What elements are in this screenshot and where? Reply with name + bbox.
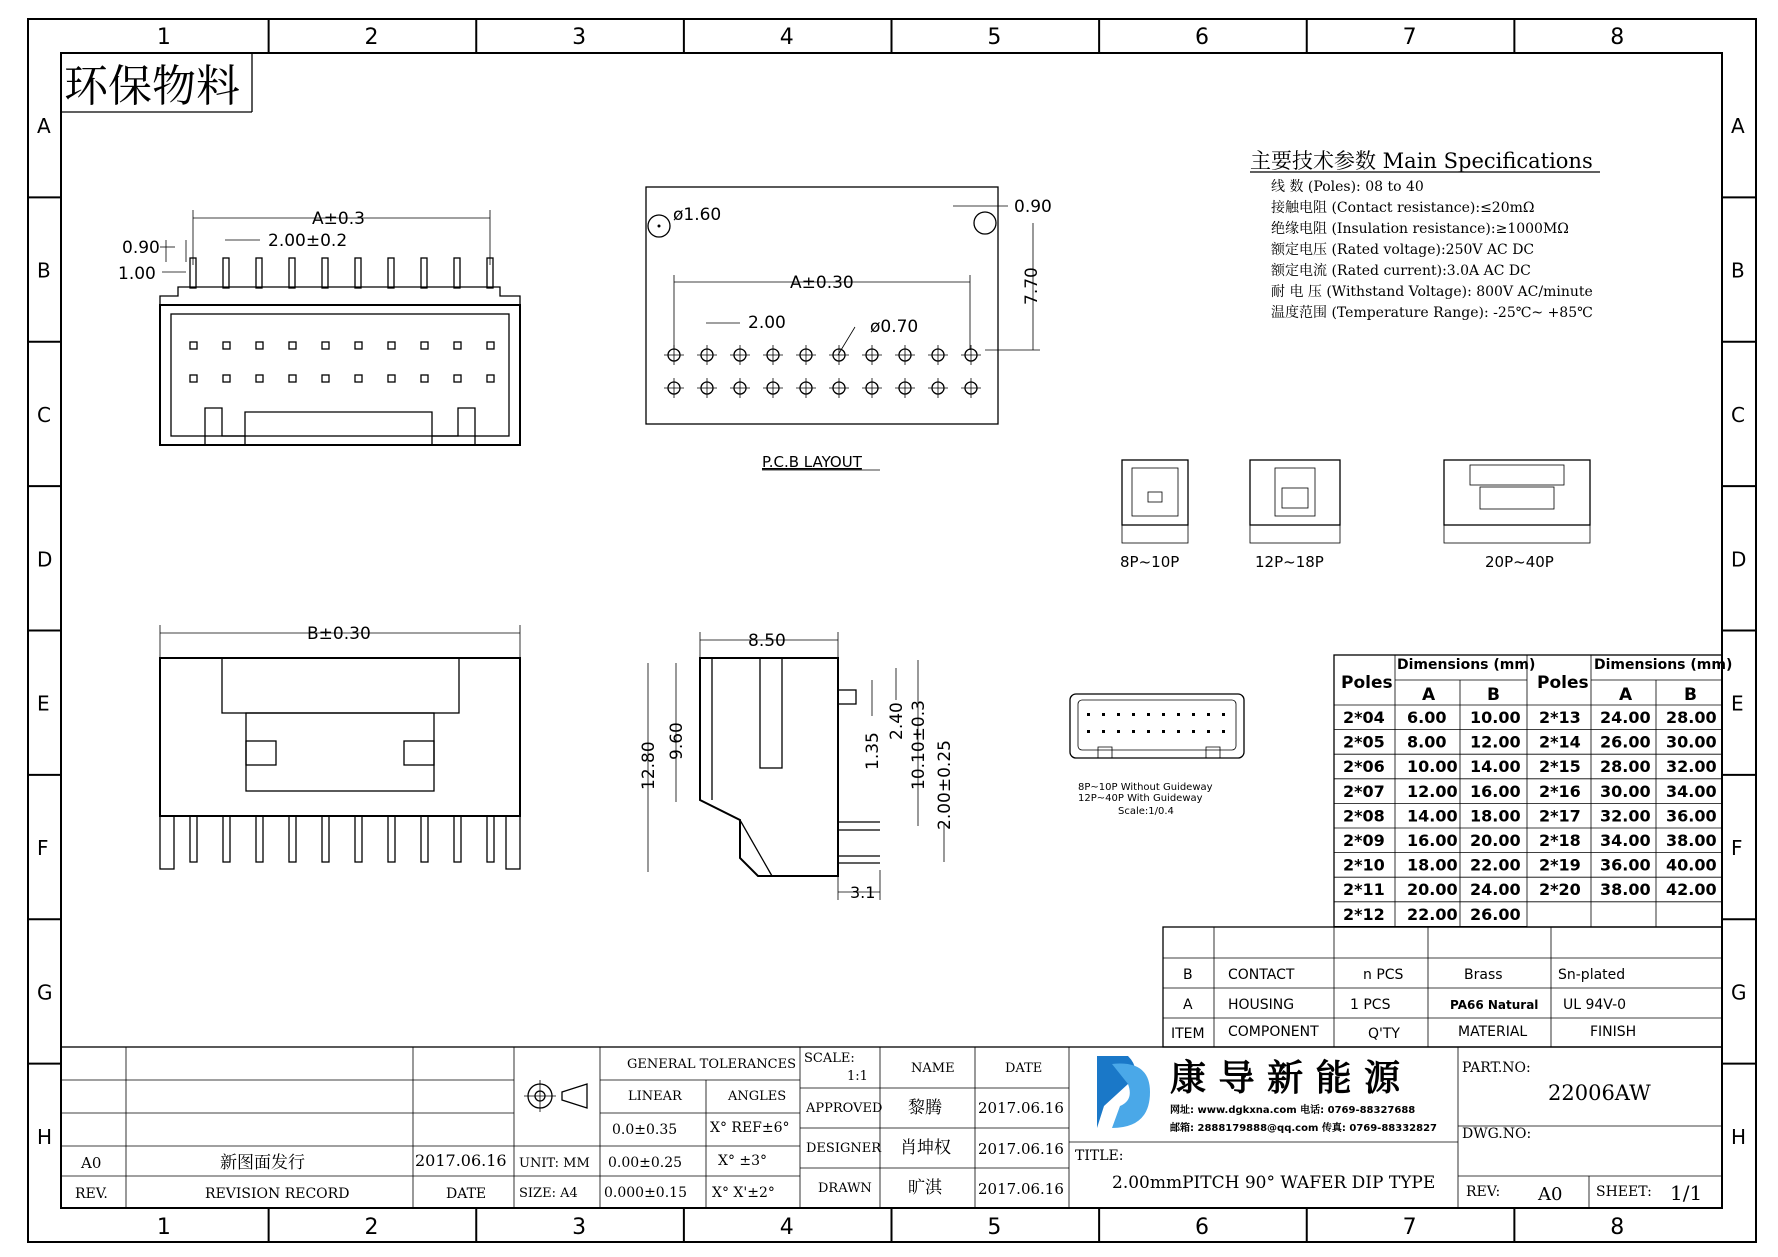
dim-cell-b: 10.00 (1470, 708, 1521, 727)
pcb-d160: ø1.60 (673, 205, 722, 225)
bom-h-fin: FINISH (1590, 1024, 1637, 1040)
top-hole (1117, 730, 1120, 733)
dim-cell-a: 20.00 (1407, 880, 1458, 900)
dim-cell-poles: 2*04 (1343, 708, 1385, 727)
top-hole (1102, 730, 1105, 733)
front-pin (421, 258, 427, 288)
eco-material-badge (61, 53, 252, 112)
dim-cell-poles: 2*07 (1343, 781, 1385, 801)
top-hole (1192, 713, 1195, 716)
dim-cell-a: 6.00 (1407, 708, 1447, 727)
dim-cell-poles: 2*20 (1539, 880, 1581, 900)
dim-cell-b: 14.00 (1470, 757, 1521, 777)
dim-cell-b: 24.00 (1470, 880, 1521, 900)
drawn-date: 2017.06.16 (978, 1180, 1064, 1198)
bottom-pin (421, 816, 428, 862)
spec-line-4: 额定电流 (Rated current):3.0A AC DC (1271, 263, 1531, 279)
dim-cell-b: 20.00 (1470, 831, 1521, 850)
top-hole (1147, 713, 1150, 716)
front-hole (223, 375, 230, 382)
dim-cell-a: 24.00 (1600, 708, 1651, 727)
col-label-top: 3 (572, 25, 587, 50)
spec-line-1: 接触电阻 (Contact resistance):≤20mΩ (1271, 200, 1535, 216)
main-specifications (1250, 149, 1600, 321)
approved-date: 2017.06.16 (978, 1099, 1064, 1117)
bom-r0-comp: CONTACT (1228, 967, 1295, 983)
title-value: 2.00mmPITCH 90° WAFER DIP TYPE (1112, 1173, 1436, 1193)
front-hole (355, 342, 362, 349)
approved-name: 黎腾 (908, 1098, 942, 1118)
row-label-left: H (37, 1124, 53, 1149)
front-hole (223, 342, 230, 349)
record-header: REVISION RECORD (205, 1186, 350, 1202)
front-hole (454, 342, 461, 349)
front-hole (256, 375, 263, 382)
dim-cell-poles: 2*13 (1539, 708, 1581, 727)
dim-cell-a: 30.00 (1600, 781, 1651, 801)
dim-cell-poles: 2*17 (1539, 806, 1581, 826)
top-hole (1087, 713, 1090, 716)
top-hole (1162, 730, 1165, 733)
dim-cell-poles: 2*18 (1539, 831, 1581, 850)
dim-cell-a: 26.00 (1600, 732, 1651, 752)
row-label-right: B (1731, 258, 1745, 283)
bom-r1-qty: 1 PCS (1350, 997, 1391, 1013)
date-header: DATE (446, 1186, 487, 1202)
dim-cell-b: 16.00 (1470, 781, 1521, 801)
tol-ang-1: X° REF±6° (710, 1120, 790, 1136)
dim-h-dims-left: Dimensions (mm) (1397, 657, 1536, 673)
specs-title: 主要技术参数 Main Specifications (1250, 149, 1593, 173)
dim-cell-b: 26.00 (1470, 904, 1521, 924)
sheet-value: 1/1 (1670, 1181, 1703, 1205)
col-label-top: 8 (1610, 25, 1625, 50)
front-pin (289, 258, 295, 288)
col-label-bottom: 2 (364, 1215, 379, 1240)
dim-cell-a: 12.00 (1407, 781, 1458, 801)
row-label-left: F (37, 836, 49, 861)
dim-cell-a: 16.00 (1407, 831, 1458, 850)
dim-cell-poles: 2*12 (1343, 904, 1385, 924)
top-hole (1222, 713, 1225, 716)
tol-lin-3: 0.000±0.15 (604, 1185, 687, 1201)
tol-title: GENERAL TOLERANCES (627, 1057, 797, 1072)
bom-r1-item: A (1183, 997, 1193, 1013)
dim-h-poles-right: Poles (1537, 673, 1589, 693)
dim-cell-a: 22.00 (1407, 904, 1458, 924)
front-hole (289, 375, 296, 382)
dim-cell-b: 30.00 (1666, 732, 1717, 752)
title-block (61, 1047, 1722, 1208)
row-label-left: B (37, 258, 51, 283)
dim-h-b-right: B (1684, 685, 1697, 705)
dim-cell-poles: 2*10 (1343, 855, 1385, 875)
bottom-pin (289, 816, 296, 862)
bom-r0-qty: n PCS (1363, 967, 1404, 983)
side-d1280: 12.80 (639, 741, 659, 790)
front-hole (388, 342, 395, 349)
front-pin (388, 258, 394, 288)
rev-code: A0 (81, 1154, 102, 1172)
side-d200: 2.00±0.25 (935, 740, 955, 830)
pcb-d090: 0.90 (1014, 197, 1052, 217)
col-label-bottom: 3 (572, 1215, 587, 1240)
dim-cell-a: 14.00 (1407, 806, 1458, 826)
scale-label: SCALE: (804, 1051, 855, 1066)
spec-line-3: 额定电压 (Rated voltage):250V AC DC (1271, 242, 1535, 258)
top-hole (1177, 730, 1180, 733)
bottom-pin (322, 816, 329, 862)
spec-line-6: 温度范围 (Temperature Range): -25℃~ +85℃ (1271, 305, 1593, 321)
dim-cell-poles: 2*08 (1343, 806, 1385, 826)
dim-cell-b: 32.00 (1666, 757, 1717, 777)
front-dim-100: 1.00 (118, 264, 156, 284)
title-label: TITLE: (1075, 1148, 1124, 1164)
front-hole (421, 375, 428, 382)
top-view (1070, 694, 1244, 817)
bom-r0-mat: Brass (1464, 967, 1503, 983)
top-hole (1207, 713, 1210, 716)
dim-cell-b: 42.00 (1666, 880, 1717, 900)
top-hole (1222, 730, 1225, 733)
col-label-top: 4 (779, 25, 794, 50)
bom-h-qty: Q'TY (1368, 1026, 1400, 1042)
variant-label-1: 12P~18P (1255, 553, 1324, 571)
bottom-guide (160, 816, 174, 869)
company-line-2: 邮箱: 2888179888@qq.com 传真: 0769-88332827 (1170, 1123, 1438, 1134)
bottom-pin (355, 816, 362, 862)
bom-r0-fin: Sn-plated (1558, 967, 1626, 983)
row-label-right: F (1731, 836, 1743, 861)
dim-cell-a: 32.00 (1600, 806, 1651, 826)
scale-value: 1:1 (847, 1069, 868, 1084)
front-pin (322, 258, 328, 288)
front-hole (190, 375, 197, 382)
bottom-pin (190, 816, 197, 862)
dim-cell-a: 34.00 (1600, 831, 1651, 850)
row-label-right: G (1731, 980, 1747, 1005)
top-hole (1207, 730, 1210, 733)
top-hole (1117, 713, 1120, 716)
dim-cell-poles: 2*16 (1539, 781, 1581, 801)
pcb-layout-view (646, 187, 1052, 471)
bom-h-item: ITEM (1171, 1026, 1205, 1042)
row-label-right: A (1731, 114, 1745, 139)
bom-r1-mat: PA66 Natural (1450, 998, 1539, 1012)
pcb-d070: ø0.70 (870, 317, 919, 337)
dim-cell-poles: 2*05 (1343, 732, 1385, 752)
col-label-top: 7 (1402, 25, 1417, 50)
row-label-left: A (37, 114, 51, 139)
col-label-top: 1 (156, 25, 171, 50)
dim-cell-b: 18.00 (1470, 806, 1521, 826)
side-d135: 1.35 (863, 732, 883, 770)
dim-cell-poles: 2*09 (1343, 831, 1385, 850)
variant-label-0: 8P~10P (1120, 553, 1180, 571)
tol-lin-2: 0.00±0.25 (608, 1155, 683, 1171)
dim-cell-b: 38.00 (1666, 831, 1717, 850)
front-hole (388, 375, 395, 382)
drawn-label: DRAWN (818, 1181, 872, 1196)
rev-date: 2017.06.16 (415, 1151, 507, 1170)
row-label-right: D (1731, 547, 1747, 572)
front-pin (223, 258, 229, 288)
side-view (639, 631, 955, 902)
approved-label: APPROVED (806, 1101, 883, 1116)
designer-name: 肖坤权 (900, 1138, 951, 1158)
spec-line-5: 耐 电 压 (Withstand Voltage): 800V AC/minute (1271, 284, 1593, 300)
dim-h-poles-left: Poles (1341, 673, 1393, 693)
badge-text: 环保物料 (64, 61, 240, 112)
dim-cell-b: 40.00 (1666, 855, 1717, 875)
pcb-dim-a: A±0.30 (790, 273, 854, 293)
front-hole (421, 342, 428, 349)
rev-label: REV: (1466, 1184, 1501, 1200)
variant-label-2: 20P~40P (1485, 553, 1554, 571)
designer-date: 2017.06.16 (978, 1140, 1064, 1158)
variant-20p-40p (1444, 460, 1590, 571)
top-hole (1192, 730, 1195, 733)
top-hole (1132, 713, 1135, 716)
top-hole (1087, 730, 1090, 733)
dim-h-a-left: A (1422, 685, 1436, 705)
tol-lin-1: 0.0±0.35 (612, 1122, 678, 1138)
front-hole (190, 342, 197, 349)
top-hole (1132, 730, 1135, 733)
pcb-d200: 2.00 (748, 313, 786, 333)
dim-cell-a: 36.00 (1600, 855, 1651, 875)
company-name: 康 导 新 能 源 (1170, 1057, 1401, 1099)
dim-cell-a: 18.00 (1407, 855, 1458, 875)
front-dim-090: 0.90 (122, 238, 160, 258)
bottom-pin (454, 816, 461, 862)
variant-8p-10p (1120, 460, 1188, 571)
dim-cell-a: 38.00 (1600, 880, 1651, 900)
company-logo-icon (1097, 1056, 1150, 1128)
bom-r1-comp: HOUSING (1228, 997, 1295, 1013)
side-d850: 8.50 (748, 631, 786, 651)
bottom-view (160, 624, 520, 869)
rev-value: A0 (1538, 1184, 1563, 1205)
designer-label: DESIGNER (806, 1141, 881, 1156)
row-label-left: D (37, 547, 53, 572)
spec-line-0: 线 数 (Poles): 08 to 40 (1271, 179, 1424, 195)
name-header: NAME (911, 1061, 955, 1076)
dim-cell-b: 12.00 (1470, 732, 1521, 752)
col-label-bottom: 4 (779, 1215, 794, 1240)
rev-text: 新图面发行 (220, 1153, 305, 1173)
front-hole (322, 375, 329, 382)
bottom-pin (223, 816, 230, 862)
col-label-top: 6 (1194, 25, 1209, 50)
row-label-right: E (1731, 691, 1744, 716)
top-hole (1102, 713, 1105, 716)
front-hole (487, 375, 494, 382)
top-note-3: Scale:1/0.4 (1118, 806, 1174, 817)
tol-ang-2: X° ±3° (718, 1153, 768, 1169)
bottom-pin (487, 816, 494, 862)
dwg-label: DWG.NO: (1462, 1126, 1532, 1142)
variant-12p-18p (1250, 460, 1340, 571)
bom-r1-fin: UL 94V-0 (1563, 997, 1627, 1013)
bom-r0-item: B (1183, 967, 1193, 983)
rev-header: REV. (75, 1186, 108, 1202)
row-label-left: E (37, 691, 50, 716)
unit-label: UNIT: MM (519, 1156, 590, 1171)
spec-line-2: 绝缘电阻 (Insulation resistance):≥1000MΩ (1271, 221, 1569, 237)
row-label-right: C (1731, 402, 1745, 427)
dim-cell-poles: 2*14 (1539, 732, 1581, 752)
bottom-pin (256, 816, 263, 862)
tol-ang-3: X° X'±2° (712, 1185, 775, 1201)
dim-cell-a: 10.00 (1407, 757, 1458, 777)
front-pin (454, 258, 460, 288)
front-hole (355, 375, 362, 382)
projection-symbol-icon (524, 1080, 587, 1112)
front-dim-a: A±0.3 (312, 209, 365, 229)
part-value: 22006AW (1548, 1081, 1651, 1105)
dim-cell-poles: 2*19 (1539, 855, 1581, 875)
front-dim-pitch: 2.00±0.2 (268, 231, 348, 251)
front-view (118, 209, 520, 445)
dim-cell-b: 34.00 (1666, 781, 1717, 801)
top-note-2: 12P~40P With Guideway (1078, 793, 1203, 804)
top-hole (1147, 730, 1150, 733)
col-label-bottom: 6 (1194, 1215, 1209, 1240)
front-hole (322, 342, 329, 349)
dim-cell-a: 8.00 (1407, 732, 1447, 752)
pcb-caption: P.C.B LAYOUT (762, 453, 862, 471)
company-line-1: 网址: www.dgkxna.com 电话: 0769-88327688 (1170, 1105, 1416, 1116)
top-hole (1162, 713, 1165, 716)
front-pin (355, 258, 361, 288)
dim-cell-b: 22.00 (1470, 855, 1521, 875)
col-label-bottom: 5 (987, 1215, 1002, 1240)
side-d31: 3.1 (850, 883, 876, 902)
dimension-table (1334, 655, 1732, 927)
size-label: SIZE: A4 (519, 1186, 578, 1201)
col-label-top: 5 (987, 25, 1002, 50)
tol-angles: ANGLES (728, 1089, 787, 1104)
dim-cell-poles: 2*06 (1343, 757, 1385, 777)
bottom-pin (388, 816, 395, 862)
col-label-bottom: 1 (156, 1215, 171, 1240)
drawn-name: 旷淇 (908, 1178, 942, 1198)
row-label-left: G (37, 980, 53, 1005)
col-label-top: 2 (364, 25, 379, 50)
side-d1010: 10.10±0.3 (909, 700, 929, 790)
tol-linear: LINEAR (628, 1089, 682, 1104)
date2-header: DATE (1005, 1061, 1043, 1076)
front-hole (454, 375, 461, 382)
sheet-label: SHEET: (1596, 1184, 1652, 1200)
dim-h-dims-right: Dimensions (mm) (1594, 657, 1733, 673)
bottom-guide (506, 816, 520, 869)
bottom-dim-b: B±0.30 (307, 624, 371, 644)
dim-cell-b: 36.00 (1666, 806, 1717, 826)
side-d960: 9.60 (667, 722, 687, 760)
front-hole (487, 342, 494, 349)
side-d240: 2.40 (887, 702, 907, 740)
front-pin (256, 258, 262, 288)
dim-cell-a: 28.00 (1600, 757, 1651, 777)
dim-cell-poles: 2*15 (1539, 757, 1581, 777)
top-note-1: 8P~10P Without Guideway (1078, 782, 1213, 793)
top-hole (1177, 713, 1180, 716)
bom-h-mat: MATERIAL (1458, 1024, 1528, 1040)
front-hole (289, 342, 296, 349)
front-hole (256, 342, 263, 349)
col-label-bottom: 7 (1402, 1215, 1417, 1240)
dim-cell-b: 28.00 (1666, 708, 1717, 727)
pcb-d770: 7.70 (1022, 267, 1042, 305)
dim-h-a-right: A (1619, 685, 1633, 705)
bom-h-comp: COMPONENT (1228, 1024, 1319, 1040)
part-label: PART.NO: (1462, 1060, 1531, 1076)
bill-of-materials (1163, 927, 1722, 1047)
col-label-bottom: 8 (1610, 1215, 1625, 1240)
row-label-left: C (37, 402, 51, 427)
dim-cell-poles: 2*11 (1343, 880, 1385, 900)
row-label-right: H (1731, 1124, 1747, 1149)
dim-h-b-left: B (1487, 685, 1500, 705)
